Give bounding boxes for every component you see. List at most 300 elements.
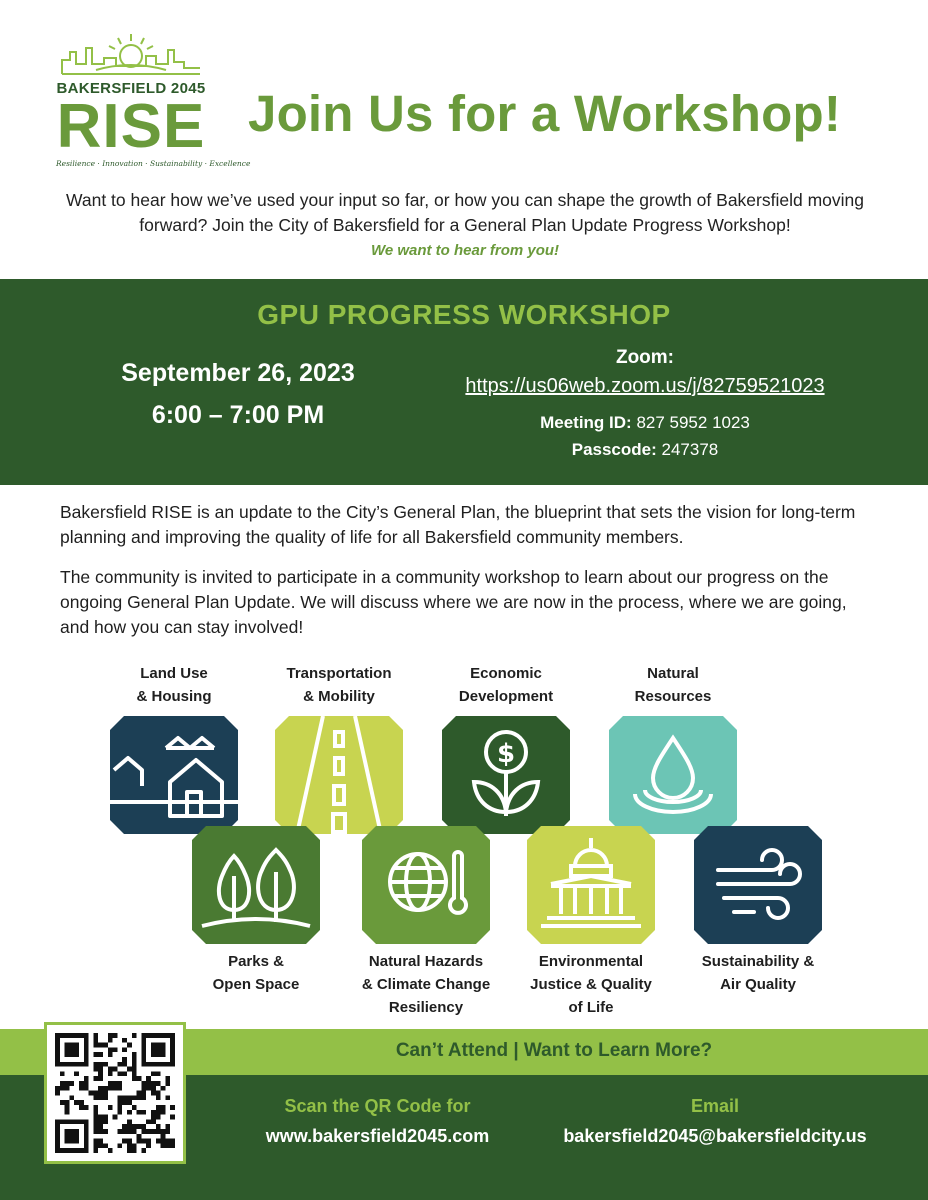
qr-module bbox=[65, 1052, 70, 1057]
topic-label: Environmental Justice & Quality of Life bbox=[530, 953, 652, 1016]
logo-tagline: Resilience · Innovation · Sustainability · Excellence bbox=[56, 159, 251, 168]
intro-text: Want to hear how we’ve used your input so far, or how you can shape the growth of Bakersfield moving forward? Join the City of Bakersfield for a General Plan Update Progress Workshop! bbox=[66, 190, 864, 235]
qr-module bbox=[132, 1067, 137, 1072]
qr-module bbox=[108, 1081, 113, 1086]
qr-module bbox=[117, 1095, 122, 1100]
qr-module bbox=[161, 1105, 166, 1110]
qr-module bbox=[127, 1110, 132, 1115]
qr-module bbox=[151, 1129, 156, 1134]
qr-module bbox=[93, 1119, 98, 1124]
event-date: September 26, 2023 bbox=[121, 359, 355, 387]
qr-module bbox=[117, 1100, 122, 1105]
qr-module bbox=[127, 1129, 132, 1134]
qr-module bbox=[60, 1100, 65, 1105]
zoom-label: Zoom: bbox=[615, 347, 675, 368]
qr-module bbox=[69, 1033, 74, 1038]
qr-module bbox=[108, 1038, 113, 1043]
qr-module bbox=[151, 1086, 156, 1091]
meeting-id bbox=[430, 413, 860, 433]
qr-module bbox=[55, 1043, 60, 1048]
qr-module bbox=[79, 1081, 84, 1086]
qr-module bbox=[84, 1105, 89, 1110]
qr-module bbox=[74, 1047, 79, 1052]
qr-module bbox=[161, 1086, 166, 1091]
qr-module bbox=[93, 1124, 98, 1129]
qr-module bbox=[132, 1033, 137, 1038]
qr-module bbox=[65, 1129, 70, 1134]
qr-module bbox=[79, 1100, 84, 1105]
qr-module bbox=[117, 1086, 122, 1091]
qr-module bbox=[113, 1033, 118, 1038]
qr-module bbox=[60, 1148, 65, 1153]
qr-module bbox=[103, 1095, 108, 1100]
qr-module bbox=[65, 1062, 70, 1067]
qr-module bbox=[65, 1105, 70, 1110]
qr-module bbox=[170, 1139, 175, 1144]
qr-module bbox=[93, 1110, 98, 1115]
svg-text:$: $ bbox=[496, 739, 516, 769]
intro-tagline: We want to hear from you! bbox=[370, 242, 560, 259]
qr-module bbox=[117, 1129, 122, 1134]
qr-module bbox=[146, 1076, 151, 1081]
qr-module bbox=[93, 1067, 98, 1072]
footer-heading: Can’t Attend | Want to Learn More? bbox=[395, 1040, 713, 1061]
qr-module bbox=[84, 1139, 89, 1144]
qr-module bbox=[117, 1071, 122, 1076]
qr-module bbox=[79, 1119, 84, 1124]
qr-module bbox=[170, 1052, 175, 1057]
wind-icon bbox=[694, 826, 822, 944]
qr-module bbox=[165, 1095, 170, 1100]
qr-module bbox=[93, 1038, 98, 1043]
qr-module bbox=[98, 1124, 103, 1129]
qr-module bbox=[137, 1124, 142, 1129]
qr-module bbox=[141, 1095, 146, 1100]
qr-module bbox=[84, 1143, 89, 1148]
qr-module bbox=[132, 1052, 137, 1057]
qr-module bbox=[132, 1057, 137, 1062]
topic-label: Natural Resources bbox=[634, 665, 712, 705]
qr-module bbox=[141, 1124, 146, 1129]
qr-module bbox=[132, 1124, 137, 1129]
qr-module bbox=[137, 1095, 142, 1100]
qr-module bbox=[93, 1033, 98, 1038]
qr-module bbox=[98, 1086, 103, 1091]
topic-label: Sustainability & Air Quality bbox=[701, 953, 815, 993]
qr-module bbox=[55, 1033, 60, 1038]
qr-module bbox=[170, 1033, 175, 1038]
qr-module bbox=[151, 1062, 156, 1067]
qr-module bbox=[93, 1091, 98, 1096]
qr-module bbox=[55, 1062, 60, 1067]
qr-module bbox=[127, 1143, 132, 1148]
qr-module bbox=[55, 1129, 60, 1134]
qr-module bbox=[127, 1043, 132, 1048]
qr-module bbox=[55, 1148, 60, 1153]
qr-module bbox=[156, 1124, 161, 1129]
qr-module bbox=[156, 1105, 161, 1110]
qr-module bbox=[141, 1148, 146, 1153]
logo-top-text: BAKERSFIELD 2045 bbox=[56, 80, 206, 97]
road-icon bbox=[275, 716, 403, 834]
qr-module bbox=[74, 1062, 79, 1067]
qr-module bbox=[170, 1115, 175, 1120]
qr-module bbox=[127, 1119, 132, 1124]
qr-module bbox=[108, 1105, 113, 1110]
meeting-id-label: Meeting ID: bbox=[540, 413, 632, 432]
qr-module bbox=[108, 1047, 113, 1052]
qr-module bbox=[137, 1110, 142, 1115]
email-link[interactable]: bakersfield2045@bakersfieldcity.us bbox=[563, 1126, 867, 1146]
qr-module bbox=[161, 1129, 166, 1134]
qr-module bbox=[84, 1124, 89, 1129]
qr-module bbox=[69, 1148, 74, 1153]
qr-module bbox=[161, 1043, 166, 1048]
qr-code[interactable] bbox=[44, 1022, 186, 1164]
qr-code-icon bbox=[55, 1033, 175, 1153]
qr-module bbox=[84, 1047, 89, 1052]
qr-module bbox=[127, 1100, 132, 1105]
qr-module bbox=[69, 1052, 74, 1057]
qr-module bbox=[93, 1043, 98, 1048]
qr-module bbox=[165, 1033, 170, 1038]
qr-module bbox=[98, 1071, 103, 1076]
qr-module bbox=[141, 1052, 146, 1057]
qr-module bbox=[146, 1062, 151, 1067]
logo bbox=[56, 30, 251, 170]
qr-module bbox=[113, 1086, 118, 1091]
qr-module bbox=[108, 1052, 113, 1057]
qr-module bbox=[117, 1110, 122, 1115]
qr-module bbox=[151, 1091, 156, 1096]
zoom-link[interactable]: https://us06web.zoom.us/j/82759521023 bbox=[465, 375, 825, 397]
qr-module bbox=[170, 1062, 175, 1067]
houses-icon bbox=[110, 716, 238, 834]
qr-module bbox=[108, 1067, 113, 1072]
qr-module bbox=[93, 1095, 98, 1100]
qr-module bbox=[98, 1043, 103, 1048]
qr-module bbox=[117, 1081, 122, 1086]
qr-module bbox=[108, 1148, 113, 1153]
trees-icon bbox=[192, 826, 320, 944]
qr-module bbox=[113, 1081, 118, 1086]
qr-module bbox=[141, 1086, 146, 1091]
qr-module bbox=[93, 1052, 98, 1057]
qr-module bbox=[103, 1143, 108, 1148]
qr-module bbox=[74, 1148, 79, 1153]
qr-module bbox=[170, 1043, 175, 1048]
qr-module bbox=[127, 1148, 132, 1153]
qr-module bbox=[69, 1081, 74, 1086]
qr-module bbox=[141, 1129, 146, 1134]
qr-module bbox=[74, 1033, 79, 1038]
qr-module bbox=[60, 1071, 65, 1076]
qr-module bbox=[69, 1134, 74, 1139]
qr-module bbox=[79, 1105, 84, 1110]
qr-module bbox=[151, 1071, 156, 1076]
topic-label: Natural Hazards & Climate Change Resiliency bbox=[361, 953, 491, 1016]
qr-module bbox=[98, 1095, 103, 1100]
topic-label: Parks & Open Space bbox=[212, 953, 300, 993]
qr-module bbox=[84, 1134, 89, 1139]
qr-module bbox=[65, 1047, 70, 1052]
qr-module bbox=[132, 1076, 137, 1081]
qr-module bbox=[132, 1071, 137, 1076]
qr-module bbox=[55, 1038, 60, 1043]
qr-module bbox=[141, 1110, 146, 1115]
qr-module bbox=[98, 1139, 103, 1144]
qr-module bbox=[74, 1119, 79, 1124]
qr-module bbox=[141, 1033, 146, 1038]
qr-module bbox=[103, 1119, 108, 1124]
qr-module bbox=[122, 1095, 127, 1100]
qr-module bbox=[69, 1047, 74, 1052]
qr-module bbox=[74, 1134, 79, 1139]
qr-module bbox=[141, 1062, 146, 1067]
qr-module bbox=[93, 1115, 98, 1120]
qr-module bbox=[146, 1139, 151, 1144]
qr-module bbox=[122, 1057, 127, 1062]
passcode-value: 247378 bbox=[661, 440, 719, 459]
qr-module bbox=[79, 1148, 84, 1153]
qr-module bbox=[170, 1057, 175, 1062]
qr-module bbox=[146, 1033, 151, 1038]
qr-module bbox=[84, 1062, 89, 1067]
body-paragraph-1: Bakersfield RISE is an update to the City’s General Plan, the blueprint that sets the vision for long-term planning and improving the quality of life for all Bakersfield community members. bbox=[60, 502, 856, 547]
qr-module bbox=[156, 1071, 161, 1076]
qr-module bbox=[156, 1091, 161, 1096]
qr-module bbox=[132, 1105, 137, 1110]
qr-module bbox=[137, 1139, 142, 1144]
qr-module bbox=[84, 1076, 89, 1081]
qr-module bbox=[93, 1148, 98, 1153]
passcode-label: Passcode: bbox=[571, 440, 657, 459]
qr-module bbox=[84, 1038, 89, 1043]
qr-module bbox=[65, 1081, 70, 1086]
qr-module bbox=[60, 1033, 65, 1038]
qr-module bbox=[161, 1033, 166, 1038]
qr-module bbox=[156, 1139, 161, 1144]
qr-module bbox=[74, 1129, 79, 1134]
qr-module bbox=[141, 1043, 146, 1048]
qr-module bbox=[165, 1062, 170, 1067]
qr-module bbox=[65, 1139, 70, 1144]
qr-module bbox=[93, 1129, 98, 1134]
qr-module bbox=[55, 1052, 60, 1057]
topic-label: Economic Development bbox=[458, 665, 554, 705]
qr-module bbox=[156, 1047, 161, 1052]
qr-module bbox=[55, 1086, 60, 1091]
qr-module bbox=[65, 1086, 70, 1091]
qr-module bbox=[93, 1143, 98, 1148]
qr-module bbox=[146, 1143, 151, 1148]
qr-module bbox=[170, 1038, 175, 1043]
qr-module bbox=[108, 1071, 113, 1076]
qr-module bbox=[103, 1062, 108, 1067]
website-link[interactable]: www.bakersfield2045.com bbox=[265, 1126, 490, 1146]
qr-module bbox=[65, 1043, 70, 1048]
qr-module bbox=[98, 1091, 103, 1096]
qr-module bbox=[60, 1081, 65, 1086]
water-drop-icon bbox=[609, 716, 737, 834]
qr-module bbox=[79, 1033, 84, 1038]
qr-module bbox=[122, 1047, 127, 1052]
qr-module bbox=[117, 1143, 122, 1148]
qr-module bbox=[69, 1043, 74, 1048]
qr-module bbox=[122, 1139, 127, 1144]
qr-module bbox=[84, 1052, 89, 1057]
qr-module bbox=[141, 1038, 146, 1043]
qr-module bbox=[156, 1110, 161, 1115]
qr-module bbox=[132, 1129, 137, 1134]
qr-module bbox=[103, 1129, 108, 1134]
qr-module bbox=[141, 1047, 146, 1052]
qr-module bbox=[161, 1110, 166, 1115]
qr-module bbox=[65, 1100, 70, 1105]
qr-module bbox=[69, 1062, 74, 1067]
qr-module bbox=[151, 1115, 156, 1120]
qr-module bbox=[146, 1129, 151, 1134]
qr-module bbox=[122, 1129, 127, 1134]
qr-module bbox=[161, 1047, 166, 1052]
qr-module bbox=[122, 1062, 127, 1067]
qr-module bbox=[137, 1076, 142, 1081]
topic-label: Transportation & Mobility bbox=[286, 665, 392, 705]
qr-module bbox=[84, 1057, 89, 1062]
dollar-plant-icon bbox=[442, 716, 570, 834]
qr-module bbox=[65, 1119, 70, 1124]
qr-module bbox=[98, 1115, 103, 1120]
qr-module bbox=[137, 1134, 142, 1139]
qr-module bbox=[141, 1091, 146, 1096]
qr-module bbox=[103, 1043, 108, 1048]
qr-module bbox=[84, 1119, 89, 1124]
qr-module bbox=[98, 1143, 103, 1148]
qr-module bbox=[161, 1052, 166, 1057]
qr-module bbox=[89, 1091, 94, 1096]
qr-module bbox=[79, 1086, 84, 1091]
globe-thermometer-icon bbox=[362, 826, 490, 944]
qr-module bbox=[132, 1143, 137, 1148]
qr-module bbox=[108, 1086, 113, 1091]
qr-module bbox=[146, 1081, 151, 1086]
qr-module bbox=[98, 1067, 103, 1072]
qr-module bbox=[65, 1148, 70, 1153]
qr-module bbox=[55, 1143, 60, 1148]
qr-module bbox=[117, 1062, 122, 1067]
qr-module bbox=[170, 1143, 175, 1148]
qr-module bbox=[151, 1033, 156, 1038]
qr-module bbox=[156, 1115, 161, 1120]
qr-module bbox=[69, 1139, 74, 1144]
qr-module bbox=[156, 1129, 161, 1134]
qr-module bbox=[161, 1134, 166, 1139]
qr-module bbox=[113, 1115, 118, 1120]
qr-module bbox=[146, 1086, 151, 1091]
qr-module bbox=[93, 1076, 98, 1081]
qr-module bbox=[93, 1062, 98, 1067]
qr-module bbox=[151, 1047, 156, 1052]
qr-module bbox=[165, 1139, 170, 1144]
passcode bbox=[430, 440, 860, 460]
logo-main-text: RISE bbox=[56, 92, 206, 161]
topic-label: Land Use & Housing bbox=[136, 665, 212, 705]
qr-module bbox=[151, 1119, 156, 1124]
qr-module bbox=[84, 1033, 89, 1038]
qr-module bbox=[165, 1124, 170, 1129]
qr-module bbox=[103, 1115, 108, 1120]
qr-module bbox=[165, 1129, 170, 1134]
qr-module bbox=[122, 1038, 127, 1043]
qr-module bbox=[170, 1047, 175, 1052]
qr-module bbox=[161, 1062, 166, 1067]
qr-module bbox=[55, 1124, 60, 1129]
qr-module bbox=[55, 1047, 60, 1052]
qr-module bbox=[79, 1062, 84, 1067]
qr-module bbox=[127, 1095, 132, 1100]
qr-module bbox=[117, 1105, 122, 1110]
capitol-building-icon bbox=[527, 826, 655, 944]
qr-module bbox=[84, 1129, 89, 1134]
qr-module bbox=[84, 1081, 89, 1086]
qr-module bbox=[93, 1139, 98, 1144]
qr-module bbox=[132, 1095, 137, 1100]
qr-module bbox=[156, 1052, 161, 1057]
qr-module bbox=[84, 1086, 89, 1091]
qr-module bbox=[55, 1119, 60, 1124]
qr-module bbox=[165, 1076, 170, 1081]
qr-module bbox=[84, 1043, 89, 1048]
qr-module bbox=[156, 1081, 161, 1086]
qr-module bbox=[122, 1100, 127, 1105]
qr-module bbox=[141, 1057, 146, 1062]
qr-module bbox=[141, 1081, 146, 1086]
qr-module bbox=[98, 1052, 103, 1057]
qr-module bbox=[55, 1134, 60, 1139]
qr-module bbox=[98, 1129, 103, 1134]
qr-module bbox=[74, 1139, 79, 1144]
qr-module bbox=[141, 1139, 146, 1144]
qr-module bbox=[165, 1143, 170, 1148]
qr-module bbox=[122, 1124, 127, 1129]
qr-module bbox=[55, 1057, 60, 1062]
scan-label: Scan the QR Code for bbox=[284, 1096, 471, 1116]
qr-module bbox=[65, 1134, 70, 1139]
event-time: 6:00 – 7:00 PM bbox=[151, 401, 325, 429]
qr-module bbox=[98, 1062, 103, 1067]
qr-module bbox=[74, 1052, 79, 1057]
qr-module bbox=[113, 1067, 118, 1072]
qr-module bbox=[151, 1110, 156, 1115]
qr-module bbox=[146, 1119, 151, 1124]
qr-module bbox=[55, 1139, 60, 1144]
qr-module bbox=[69, 1129, 74, 1134]
qr-module bbox=[122, 1071, 127, 1076]
qr-module bbox=[98, 1076, 103, 1081]
qr-module bbox=[127, 1124, 132, 1129]
qr-module bbox=[65, 1110, 70, 1115]
qr-module bbox=[74, 1043, 79, 1048]
qr-module bbox=[60, 1062, 65, 1067]
meeting-id-value: 827 5952 1023 bbox=[636, 413, 750, 432]
body-paragraph-2: The community is invited to participate in a community workshop to learn about our progress on the ongoing General Plan Update. We will discuss where we are now in the process, where we are going, and how you can stay involved! bbox=[60, 567, 847, 637]
skyline-sun-icon bbox=[56, 30, 206, 80]
qr-module bbox=[127, 1139, 132, 1144]
qr-module bbox=[151, 1081, 156, 1086]
qr-module bbox=[84, 1148, 89, 1153]
qr-module bbox=[161, 1139, 166, 1144]
qr-module bbox=[165, 1081, 170, 1086]
